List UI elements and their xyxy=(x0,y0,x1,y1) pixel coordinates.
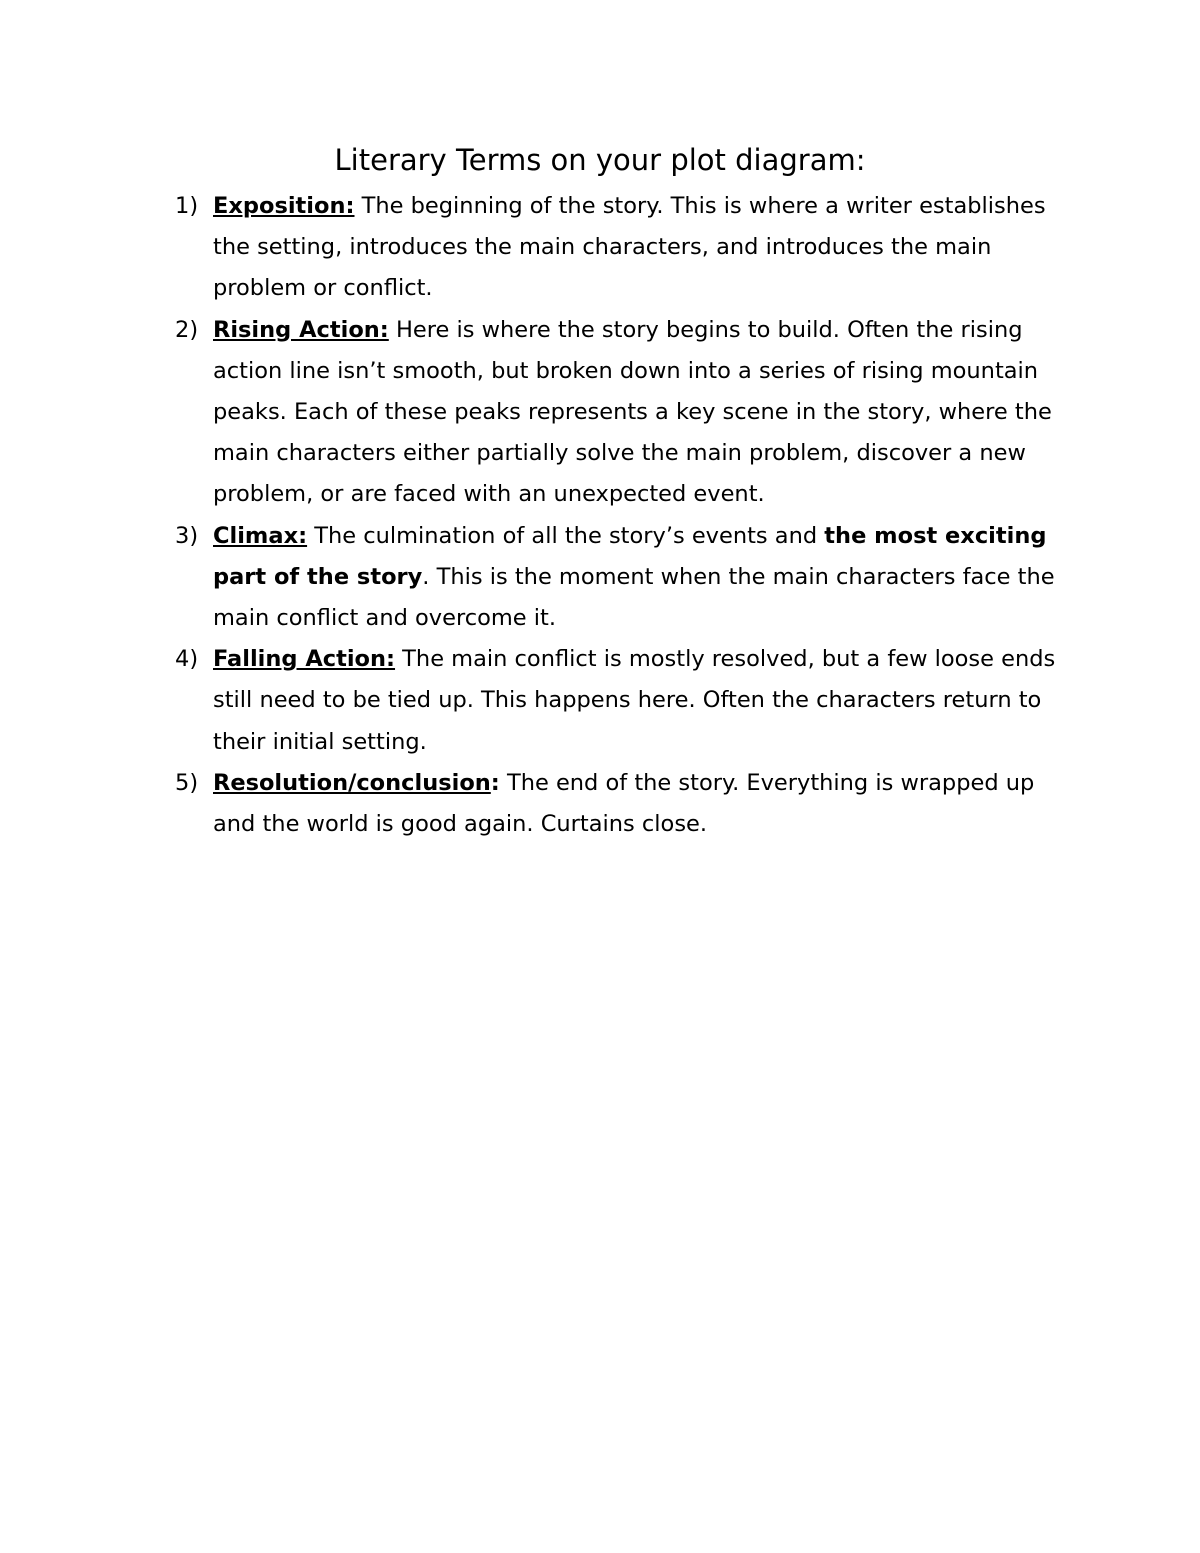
term-item-climax xyxy=(0,516,1200,640)
term-item-resolution xyxy=(0,763,1200,845)
term-number: 4) xyxy=(175,646,199,673)
term-label-climax: Climax: xyxy=(213,522,308,549)
term-item-exposition xyxy=(0,186,1200,310)
term-label-resolution-colon: : xyxy=(490,769,500,796)
term-label-exposition: Exposition: xyxy=(213,193,355,219)
term-label-falling-action: Falling Action: xyxy=(213,646,396,673)
term-definition-resolution: The end of the story. Everything is wrapped up and the world is good again. Curtains close. xyxy=(213,769,1035,838)
term-item-rising-action xyxy=(0,310,1200,516)
term-definition-climax-part2: . This is the moment when the main characters face the main conflict and overcome it. xyxy=(213,563,1055,632)
document-title: Literary Terms on your plot diagram: xyxy=(334,143,866,177)
term-definition-falling-action: The main conflict is mostly resolved, but a few loose ends still need to be tied up. This happens here. Often the characters return to their initial setting. xyxy=(213,646,1056,755)
term-number: 1) xyxy=(175,193,199,219)
term-item-falling-action xyxy=(0,639,1200,763)
term-label-rising-action: Rising Action: xyxy=(213,316,389,343)
term-number: 5) xyxy=(175,769,199,796)
term-definition-climax-emphasis: the most exciting part of the story xyxy=(213,522,1047,590)
term-list xyxy=(0,186,1200,845)
term-definition-rising-action: Here is where the story begins to build. Often the rising action line isn’t smooth, but broken down into a series of rising mountain peaks. Each of these peaks represents a key scene in the story, where the main characters either partially solve the main problem, discover a new problem, or are faced with an unexpected event. xyxy=(213,316,1052,508)
term-definition-climax-part1: The culmination of all the story’s events and xyxy=(307,522,825,549)
term-label-resolution: Resolution/conclusion xyxy=(213,769,491,796)
term-number: 2) xyxy=(175,316,199,343)
term-definition-exposition: The beginning of the story. This is where a writer establishes the setting, introduces the main characters, and introduces the main problem or conflict. xyxy=(213,193,1046,302)
term-number: 3) xyxy=(175,522,199,549)
